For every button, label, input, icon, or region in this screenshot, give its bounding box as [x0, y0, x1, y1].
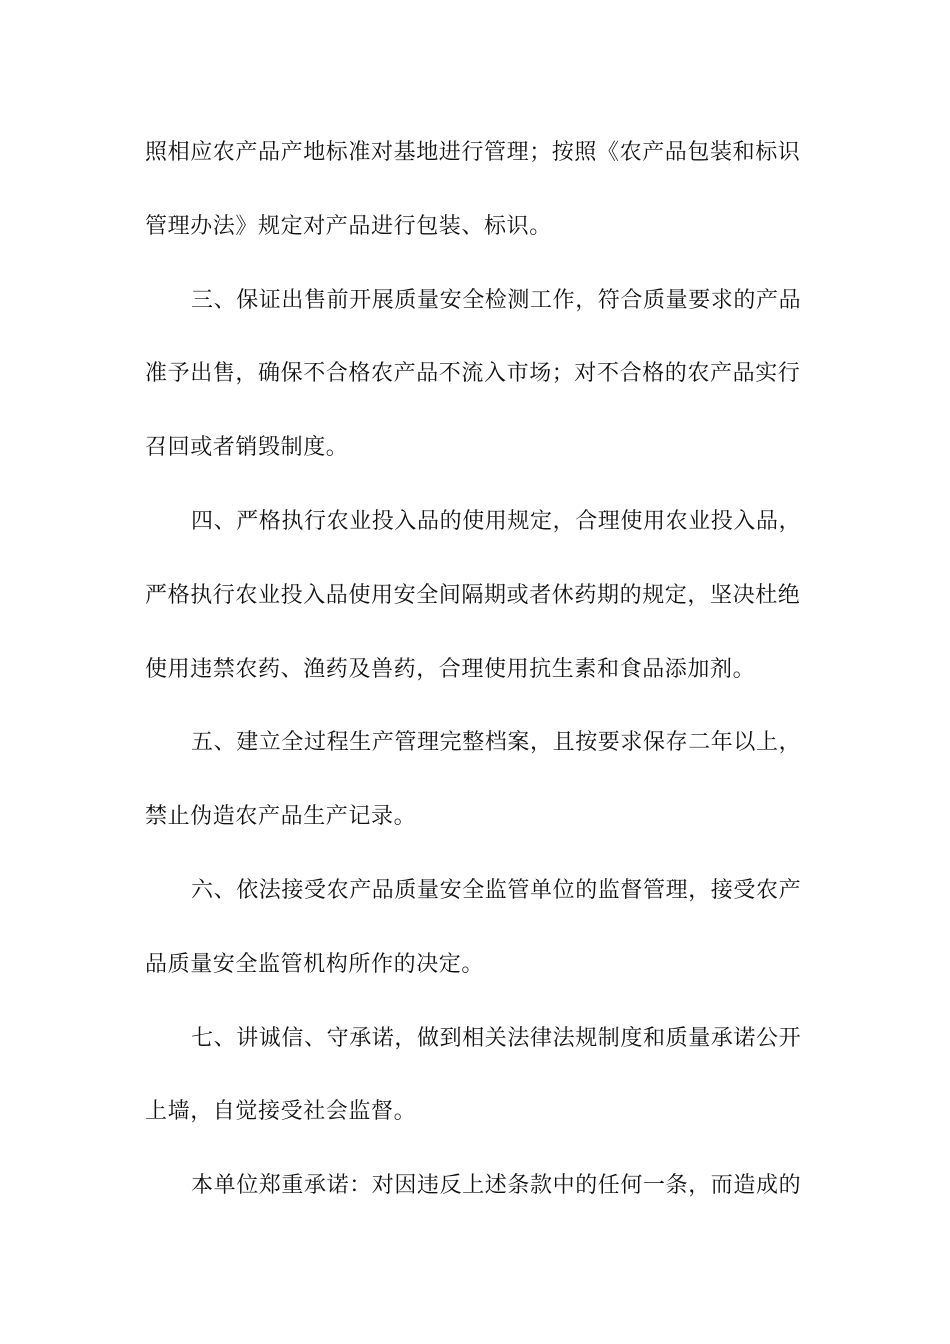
- text-line: 管理办法》规定对产品进行包装、标识。: [145, 213, 552, 239]
- clause-5-start: 五、建立全过程生产管理完整档案，且按要求保存二年以上，: [191, 730, 802, 756]
- clause-7-start: 七、讲诚信、守承诺，做到相关法律法规制度和质量承诺公开: [191, 1025, 802, 1051]
- text-line: 召回或者销毁制度。: [145, 435, 349, 461]
- text-line: 品质量安全监管机构所作的决定。: [145, 951, 485, 977]
- clause-4-start: 四、严格执行农业投入品的使用规定，合理使用农业投入品，: [191, 508, 802, 534]
- text-line: 上墙，自觉接受社会监督。: [145, 1099, 417, 1125]
- pledge-paragraph-start: 本单位郑重承诺：对因违反上述条款中的任何一条，而造成的: [191, 1173, 802, 1199]
- text-line: 使用违禁农药、渔药及兽药，合理使用抗生素和食品添加剂。: [145, 656, 756, 682]
- text-line: 准予出售，确保不合格农产品不流入市场；对不合格的农产品实行: [145, 361, 801, 387]
- text-line: 严格执行农业投入品使用安全间隔期或者休药期的规定，坚决杜绝: [145, 582, 801, 608]
- text-line: 照相应农产品产地标准对基地进行管理；按照《农产品包装和标识: [145, 140, 801, 165]
- document-body: [145, 128, 805, 1235]
- clause-6-start: 六、依法接受农产品质量安全监管单位的监督管理，接受农产: [191, 877, 802, 903]
- clause-3-start: 三、保证出售前开展质量安全检测工作，符合质量要求的产品: [191, 287, 802, 313]
- text-line: 禁止伪造农产品生产记录。: [145, 804, 417, 830]
